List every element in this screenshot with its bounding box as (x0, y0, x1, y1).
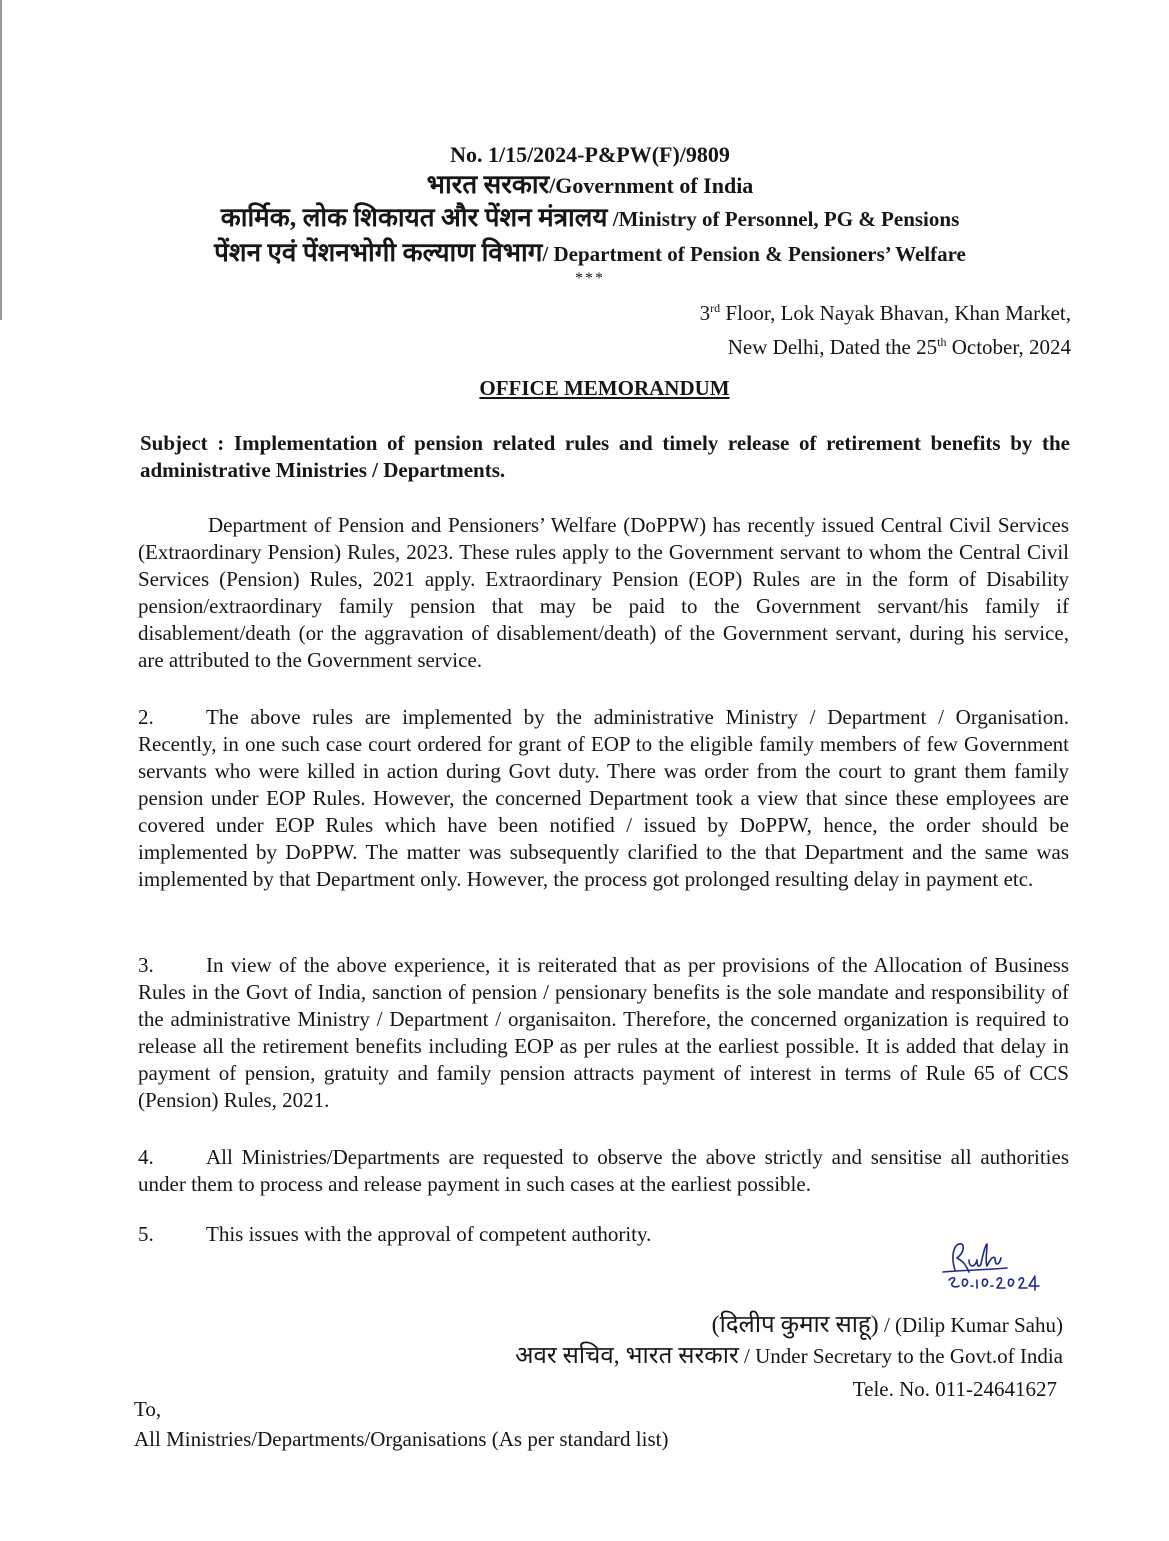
government-hindi: भारत सरकार (426, 170, 550, 199)
separator-stars: *** (575, 270, 605, 287)
address-line-1 (700, 294, 1071, 328)
to-list: All Ministries/Departments/Organisations (As per standard list) (134, 1427, 669, 1451)
date-prefix: New Delhi, Dated the 25 (727, 335, 938, 359)
government-line (150, 170, 1030, 201)
ministry-hindi: कार्मिक, लोक शिकायत और पेंशन मंत्रालय (220, 203, 608, 232)
department-hindi: पेंशन एवं पेंशनभोगी कल्याण विभाग (214, 238, 543, 267)
floor-number: 3 (699, 301, 711, 325)
address-line-1-text: Floor, Lok Nayak Bhavan, Khan Market, (720, 301, 1071, 325)
designation-hindi: अवर सचिव, भारत सरकार (515, 1343, 739, 1369)
floor-suffix: rd (710, 301, 721, 315)
department-line (150, 236, 1030, 271)
to-label: To, (134, 1397, 162, 1421)
date-suffix: th (937, 335, 947, 349)
paragraph-2 (138, 704, 1069, 893)
paragraph-4-number: 4. (138, 1145, 154, 1169)
paragraph-5-text: This issues with the approval of competent authority. (206, 1222, 652, 1246)
paragraph-1-text: Department of Pension and Pensioners’ Welfare (DoPPW) has recently issued Central Civil Services (Extraordinary Pension) Rules, 2023. These rules apply to the Government servant to whom the Central Civil Services (Pension) Rules, 2021 apply. Extraordinary Pension (EOP) Rules are in the form of Disability pension/extraordinary family pension that may be paid to the Government servant/his family if disablement/death (or the aggravation of disablement/death) of the Government servant, during his service, are attributed to the Government service. (138, 513, 1069, 672)
signatory-name-english: / (Dilip Kumar Sahu) (878, 1313, 1063, 1337)
ministry-line (150, 201, 1030, 236)
paragraph-1 (138, 512, 1069, 674)
paragraph-4-text: All Ministries/Departments are requested to observe the above strictly and sensitise all authorities under them to process and release payment in such cases at the earliest possible. (138, 1145, 1069, 1196)
date-month-year: October, 2024 (946, 335, 1071, 359)
department-english: / Department of Pension & Pensioners’ Welfare (542, 242, 966, 266)
telephone-number: Tele. No. 011-24641627 (852, 1377, 1057, 1401)
paragraph-4 (138, 1144, 1069, 1198)
signatory-name (515, 1310, 1063, 1341)
letterhead (150, 140, 1030, 287)
signatory-block (515, 1310, 1063, 1372)
signatory-name-hindi: (दिलीप कुमार साहू) (711, 1312, 879, 1338)
designation-english: / Under Secretary to the Govt.of India (738, 1344, 1063, 1368)
paragraph-3-text: In view of the above experience, it is reiterated that as per provisions of the Allocation of Business Rules in the Govt of India, sanction of pension / pensionary benefits is the sole mandate and responsibility of the administrative Ministry / Department / organisaiton. Therefore, the concerned organization is required to release all the retirement benefits including EOP as per rules at the earliest possible. It is added that delay in payment of pension, gratuity and family pension attracts payment of interest in terms of Rule 65 of CCS (Pension) Rules, 2021. (138, 953, 1069, 1112)
office-address (700, 294, 1071, 362)
signatory-designation (515, 1341, 1063, 1372)
handwritten-signature (935, 1240, 1045, 1302)
government-english: /Government of India (549, 173, 754, 198)
memo-title: OFFICE MEMORANDUM (479, 376, 730, 400)
paragraph-3 (138, 952, 1069, 1114)
address-line-2 (700, 328, 1071, 362)
paragraph-5-number: 5. (138, 1222, 154, 1246)
ministry-english: /Ministry of Personnel, PG & Pensions (607, 207, 960, 231)
paragraph-2-text: The above rules are implemented by the administrative Ministry / Department / Organisation. Recently, in one such case court ordered for grant of EOP to the eligible family members of few Government servants who were killed in action during Govt duty. There was order from the court to grant them family pension under EOP Rules. However, the concerned Department took a view that since these employees are covered under EOP Rules which have been notified / issued by DoPPW, hence, the order should be implemented by DoPPW. The matter was subsequently clarified to the that Department and the same was implemented by that Department only. However, the process got prolonged resulting delay in payment etc. (138, 705, 1069, 891)
paragraph-2-number: 2. (138, 705, 154, 729)
paragraph-3-number: 3. (138, 953, 154, 977)
paragraph-5 (138, 1221, 1069, 1248)
page-edge-line (0, 0, 2, 320)
reference-number: No. 1/15/2024-P&PW(F)/9809 (450, 142, 730, 167)
subject-line: Subject : Implementation of pension related rules and timely release of retirement benefits by the administrative Ministries / Departments. (140, 431, 1070, 482)
addressee (134, 1394, 668, 1454)
